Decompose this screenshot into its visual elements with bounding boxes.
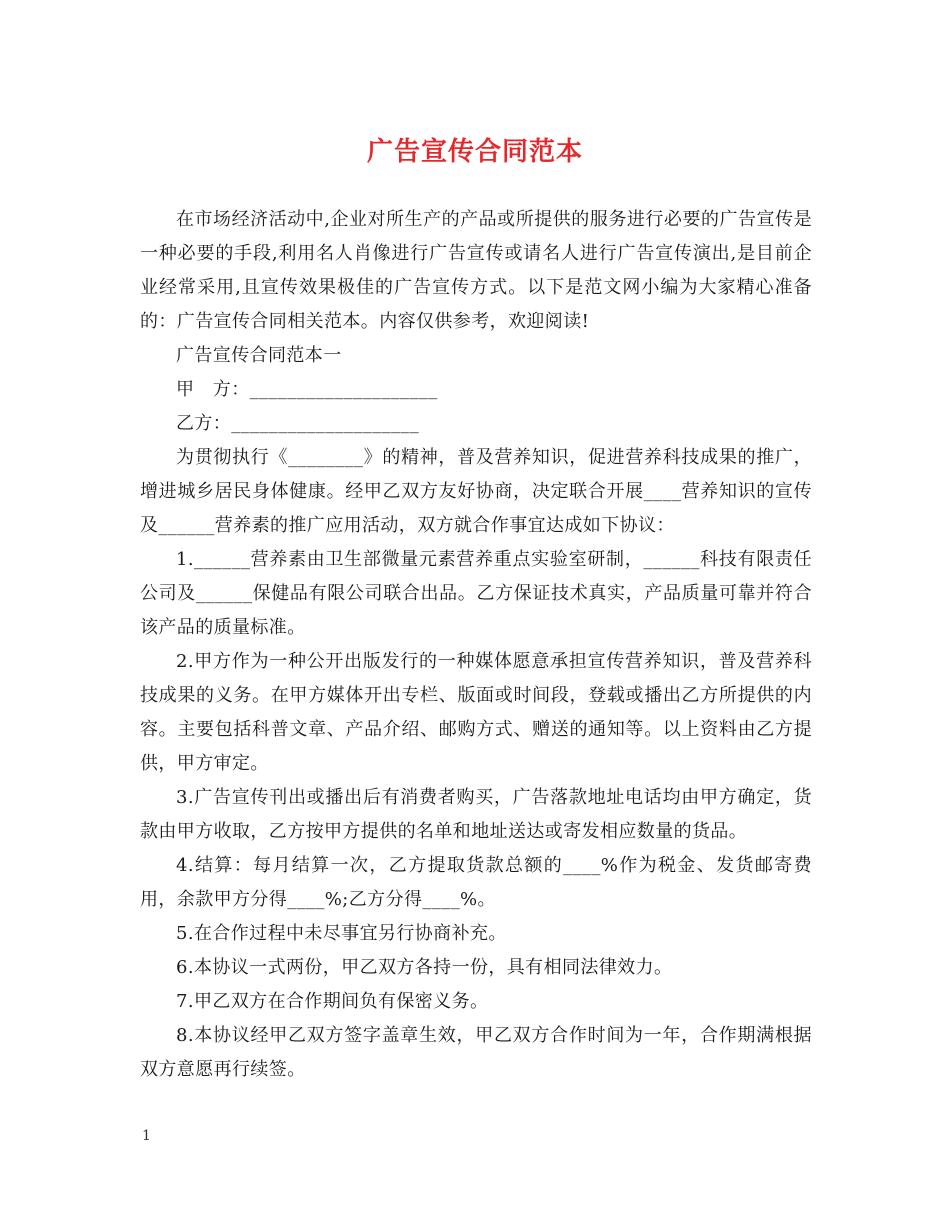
clause-5: 5.在合作过程中未尽事宜另行协商补充。 <box>176 923 507 944</box>
intro-paragraph: 在市场经济活动中,企业对所生产的产品或所提供的服务进行必要的广告宣传是一种必要的手段,利用名人肖像进行广告宣传或请名人进行广告宣传演出,是目前企业经常采用,且宣传效果极佳的广告宣传方式。以下是范文网小编为大家精心准备的：广告宣传合同相关范本。内容仅供参考，欢迎阅读! <box>140 209 812 332</box>
document-title: 广告宣传合同范本 <box>366 137 583 167</box>
clause-4: 4.结算：每月结算一次，乙方提取货款总额的____%作为税金、发货邮寄费用，余款甲方分得____%;乙方分得____%。 <box>140 855 812 910</box>
page-number: 1 <box>142 1128 151 1144</box>
party-b-line: 乙方：____________________ <box>176 413 420 434</box>
clause-2: 2.甲方作为一种公开出版发行的一种媒体愿意承担宣传营养知识，普及营养科技成果的义务。在甲方媒体开出专栏、版面或时间段，登载或播出乙方所提供的内容。主要包括科普文章、产品介绍、邮购方式、赠送的通知等。以上资料由乙方提供，甲方审定。 <box>140 651 812 774</box>
section-heading: 广告宣传合同范本一 <box>176 345 342 366</box>
party-a-line: 甲 方：____________________ <box>176 379 438 400</box>
clause-7: 7.甲乙双方在合作期间负有保密义务。 <box>176 991 489 1012</box>
clause-6: 6.本协议一式两份，甲乙双方各持一份，具有相同法律效力。 <box>176 957 673 978</box>
preamble-paragraph: 为贯彻执行《________》的精神，普及营养知识，促进营养科技成果的推广，增进城乡居民身体健康。经甲乙双方友好协商，决定联合开展____营养知识的宣传及______营养素的推广应用活动，双方就合作事宜达成如下协议： <box>140 447 812 536</box>
clause-1: 1.______营养素由卫生部微量元素营养重点实验室研制，______科技有限责任公司及______保健品有限公司联合出品。乙方保证技术真实，产品质量可靠并符合该产品的质量标准。 <box>140 549 812 638</box>
document-body <box>140 203 812 1087</box>
clause-3: 3.广告宣传刊出或播出后有消费者购买，广告落款地址电话均由甲方确定，货款由甲方收取，乙方按甲方提供的名单和地址送达或寄发相应数量的货品。 <box>140 787 812 842</box>
clause-8: 8.本协议经甲乙双方签字盖章生效，甲乙双方合作时间为一年，合作期满根据双方意愿再行续签。 <box>140 1025 812 1080</box>
